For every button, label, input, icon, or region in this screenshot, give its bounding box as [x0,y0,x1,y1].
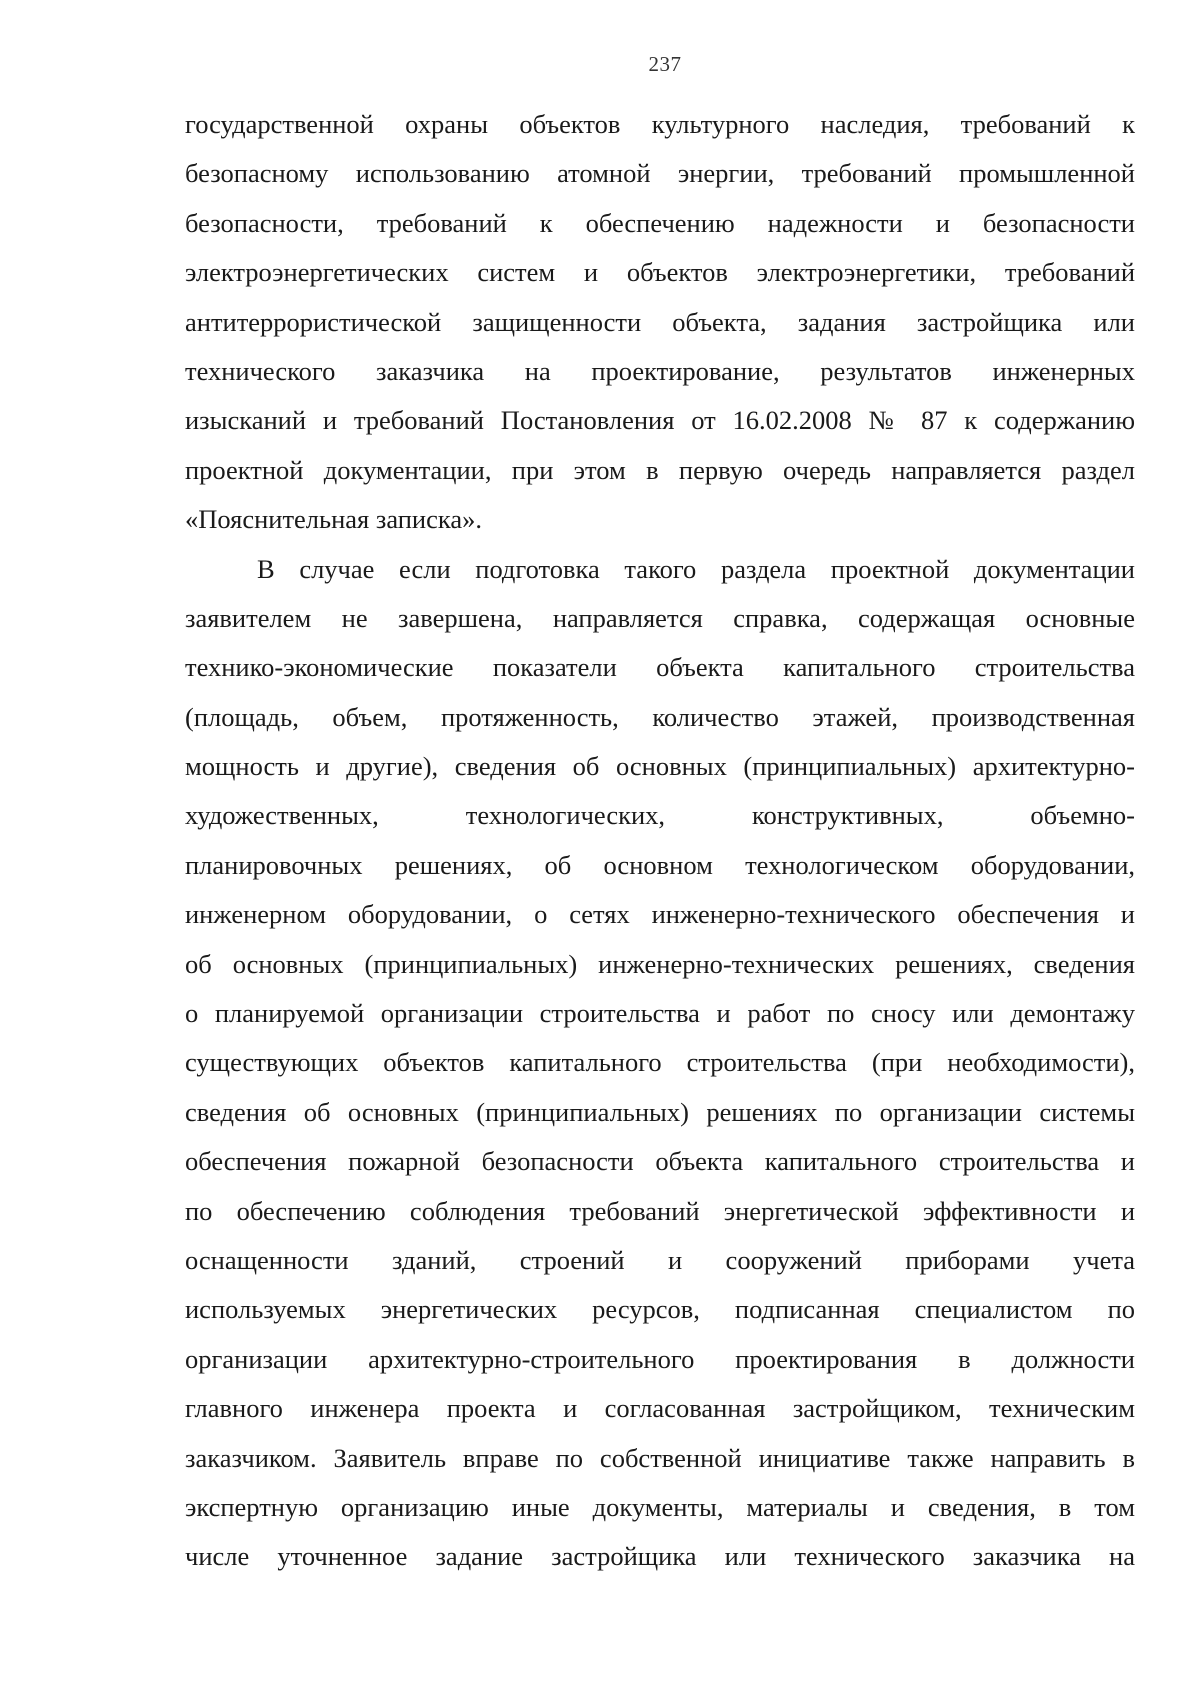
text-line: по обеспечению соблюдения требований энергетической эффективности и [185,1195,1135,1226]
body-text [185,100,1135,1582]
text-line: главного инженера проекта и согласованная застройщиком, техническим [185,1393,1135,1424]
text-line: изысканий и требований Постановления от 16.02.2008 № 87 к содержанию [185,405,1135,436]
text-line: инженерном оборудовании, о сетях инженерно-технического обеспечения и [185,899,1135,930]
text-line: экспертную организацию иные документы, материалы и сведения, в том [185,1491,1135,1522]
text-line: государственной охраны объектов культурного наследия, требований к [185,109,1135,139]
text-line: об основных (принципиальных) инженерно-технических решениях, сведения [185,948,1135,979]
text-line: «Пояснительная записка». [185,504,482,535]
text-line: обеспечения пожарной безопасности объекта капитального строительства и [185,1146,1135,1177]
text-line: оснащенности зданий, строений и сооружений приборами учета [185,1244,1135,1275]
text-line: сведения об основных (принципиальных) решениях по организации системы [185,1096,1135,1127]
text-line: числе уточненное задание застройщика или технического заказчика на [185,1541,1135,1572]
text-line: заявителем не завершена, направляется справка, содержащая основные [185,602,1135,633]
text-line: существующих объектов капитального строительства (при необходимости), [185,1047,1135,1078]
text-line: мощность и другие), сведения об основных (принципиальных) архитектурно- [185,751,1135,782]
text-line: электроэнергетических систем и объектов электроэнергетики, требований [185,257,1135,288]
text-line: технического заказчика на проектирование, результатов инженерных [185,355,1135,386]
text-line: о планируемой организации строительства и работ по сносу или демонтажу [185,998,1135,1029]
text-line: безопасности, требований к обеспечению надежности и безопасности [185,207,1135,238]
text-line: художественных, технологических, конструктивных, объемно- [185,800,1135,831]
text-line: проектной документации, при этом в первую очередь направляется раздел [185,454,1135,485]
text-line: планировочных решениях, об основном технологическом оборудовании, [185,849,1135,880]
page-number: 237 [648,52,682,76]
text-line: технико-экономические показатели объекта капитального строительства [185,652,1135,683]
text-line: безопасному использованию атомной энергии, требований промышленной [185,158,1135,189]
text-line: используемых энергетических ресурсов, подписанная специалистом по [185,1294,1135,1325]
text-line: (площадь, объем, протяженность, количество этажей, производственная [185,701,1135,732]
text-line: организации архитектурно-строительного проектирования в должности [185,1343,1135,1374]
paragraph [185,545,1135,1582]
text-line: антитеррористической защищенности объекта, задания застройщика или [185,306,1135,337]
paragraph [185,100,1135,545]
text-line: В случае если подготовка такого раздела проектной документации [257,553,1135,584]
text-line: заказчиком. Заявитель вправе по собственной инициативе также направить в [185,1442,1135,1473]
